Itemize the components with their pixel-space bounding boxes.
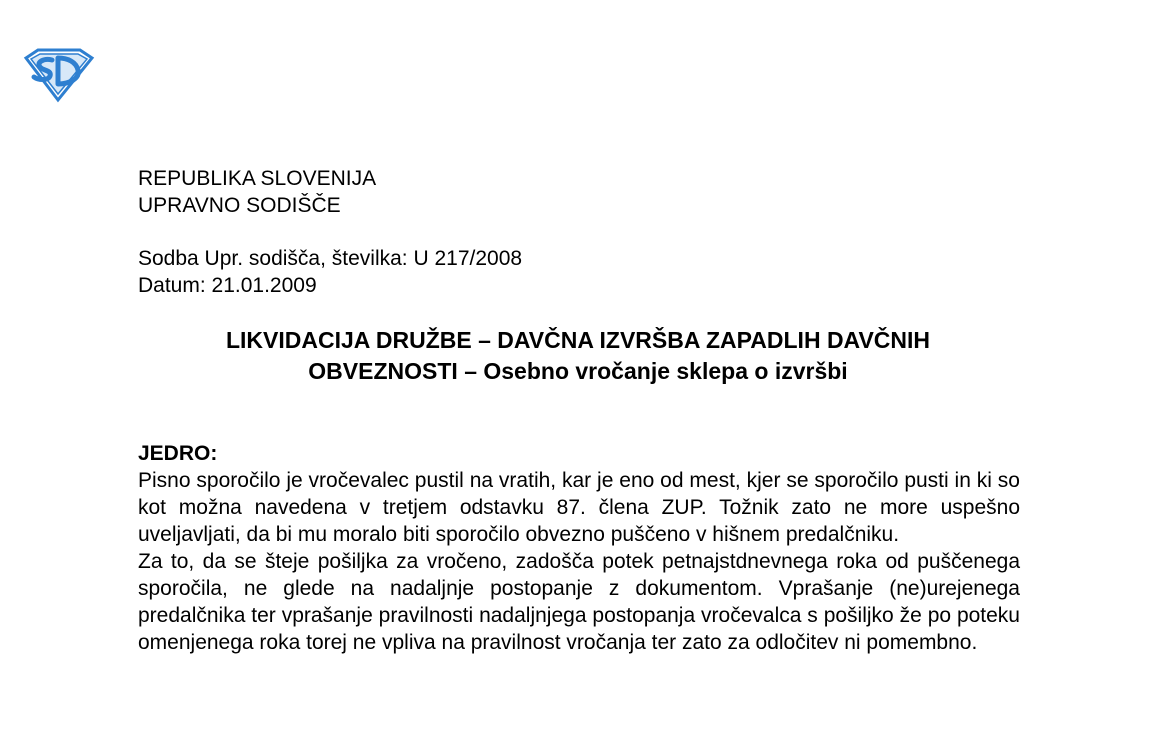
shield-emblem-icon (22, 46, 96, 104)
section-heading: JEDRO: (138, 442, 218, 465)
title-line-2: OBVEZNOSTI – Osebno vročanje sklepa o izvršbi (308, 358, 848, 384)
summary-section (138, 440, 1020, 656)
court-name: UPRAVNO SODIŠČE (138, 194, 341, 217)
case-number: Sodba Upr. sodišča, številka: U 217/2008 (138, 247, 523, 270)
country-name: REPUBLIKA SLOVENIJA (138, 167, 377, 190)
summary-paragraph-1: Pisno sporočilo je vročevalec pustil na vratih, kar je eno od mest, kjer se sporočilo pusti in ki so kot možna navedena v tretjem odstavku 87. člena ZUP. Tožnik zato ne more uspešno uveljavljati, da bi mu moralo biti sporočilo obvezno puščeno v hišnem predalčniku. (138, 469, 1020, 546)
document-title (138, 325, 1018, 387)
title-line-1: LIKVIDACIJA DRUŽBE – DAVČNA IZVRŠBA ZAPADLIH DAVČNIH (225, 327, 931, 353)
summary-paragraph-2: Za to, da se šteje pošiljka za vročeno, zadošča potek petnajstdnevnega roka od puščenega sporočila, ne glede na nadaljnje postopanje z dokumentom. Vprašanje (ne)urejenega predalčnika ter vprašanje pravilnosti nadaljnjega postopanja vročevalca s pošiljko že po poteku omenjenega roka torej ne vpliva na pravilnost vročanja ter zato za odločitev ni pomembno. (138, 550, 1020, 654)
court-logo (22, 46, 96, 104)
court-header (138, 165, 376, 219)
case-reference (138, 245, 522, 299)
case-date: Datum: 21.01.2009 (138, 274, 317, 297)
